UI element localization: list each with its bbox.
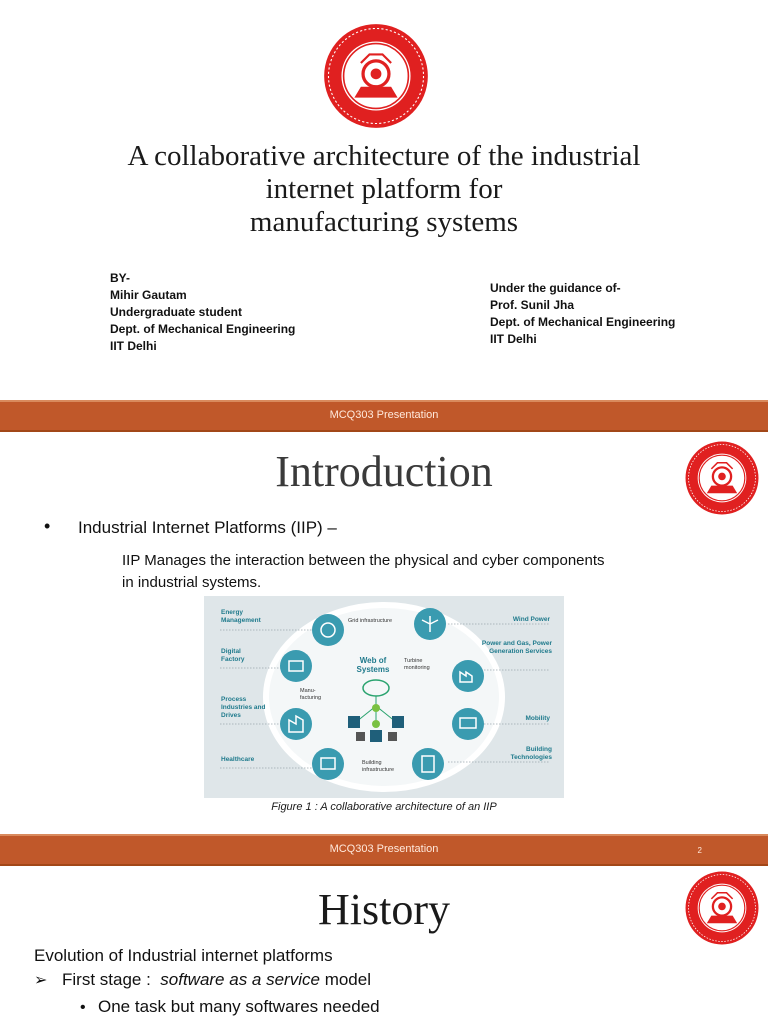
arrow-bullet-icon: ➢ bbox=[34, 972, 48, 989]
author-role: Undergraduate student bbox=[110, 305, 243, 319]
slide-title: Introduction bbox=[275, 447, 493, 496]
footer-text: MCQ303 Presentation bbox=[329, 409, 439, 421]
slide-footer bbox=[0, 400, 768, 432]
guide-dept: Dept. of Mechanical Engineering bbox=[490, 315, 676, 329]
figure-caption: Figure 1 : A collaborative architecture of an IIP bbox=[271, 801, 497, 813]
iip-architecture-figure bbox=[204, 596, 564, 798]
history-intro: Evolution of Industrial internet platforms bbox=[34, 946, 333, 965]
author-name: Mihir Gautam bbox=[110, 288, 187, 302]
stage-suffix: model bbox=[324, 970, 371, 989]
guide-heading: Under the guidance of- bbox=[490, 281, 621, 295]
title-line: internet platform for bbox=[265, 173, 503, 205]
guide-name: Prof. Sunil Jha bbox=[490, 298, 575, 312]
figure-label-power-gas: Power and Gas, Power Generation Services bbox=[481, 640, 552, 655]
iit-delhi-logo-icon bbox=[322, 22, 430, 130]
author-block bbox=[110, 270, 295, 355]
figure-inner-turbine: Turbine monitoring bbox=[404, 658, 430, 671]
guide-institute: IIT Delhi bbox=[490, 332, 537, 346]
figure-center-title: Web of Systems bbox=[356, 656, 390, 674]
desc-line: in industrial systems. bbox=[122, 574, 262, 591]
author-institute: IIT Delhi bbox=[110, 339, 157, 353]
history-subpoint bbox=[80, 997, 380, 1017]
figure-label-digital-factory: Digital Factory bbox=[221, 648, 245, 663]
bullet-dot-icon: • bbox=[80, 999, 86, 1016]
figure-label-healthcare: Healthcare bbox=[221, 756, 255, 763]
desc-line: IIP Manages the interaction between the physical and cyber components bbox=[122, 552, 605, 569]
stage-italic: software as a service bbox=[160, 970, 320, 989]
title-line: manufacturing systems bbox=[249, 206, 519, 238]
history-stage bbox=[34, 970, 371, 990]
guide-block bbox=[490, 280, 675, 348]
figure-label-wind-power: Wind Power bbox=[512, 616, 550, 623]
figure-inner-grid: Grid infrastructure bbox=[348, 618, 393, 624]
footer-text: MCQ303 Presentation bbox=[329, 843, 439, 855]
author-dept: Dept. of Mechanical Engineering bbox=[110, 322, 296, 336]
slide-footer bbox=[0, 834, 768, 866]
title-line: A collaborative architecture of the industrial bbox=[127, 140, 641, 172]
title-slide bbox=[0, 0, 768, 400]
bullet-text: Industrial Internet Platforms (IIP) – bbox=[78, 518, 337, 537]
figure-label-process: Process Industries and Drives bbox=[221, 696, 266, 719]
figure-label-energy: Energy Management bbox=[221, 609, 261, 624]
presentation-title bbox=[0, 140, 768, 239]
slide-title: History bbox=[318, 885, 450, 934]
bullet-dot-icon: • bbox=[44, 516, 51, 536]
subpoint-text: One task but many softwares needed bbox=[98, 997, 380, 1016]
stage-label: First stage : bbox=[62, 970, 151, 989]
figure-label-mobility: Mobility bbox=[525, 715, 550, 722]
bullet-item bbox=[44, 518, 337, 538]
slide-number: 2 bbox=[697, 846, 702, 855]
figure-inner-manufacturing: Manu-facturing bbox=[300, 688, 322, 701]
figure-inner-building: Building infrastructure bbox=[362, 760, 395, 773]
iip-description bbox=[122, 550, 722, 594]
author-by: BY- bbox=[110, 271, 131, 285]
figure-label-building-tech: Building Technologies bbox=[510, 746, 552, 761]
